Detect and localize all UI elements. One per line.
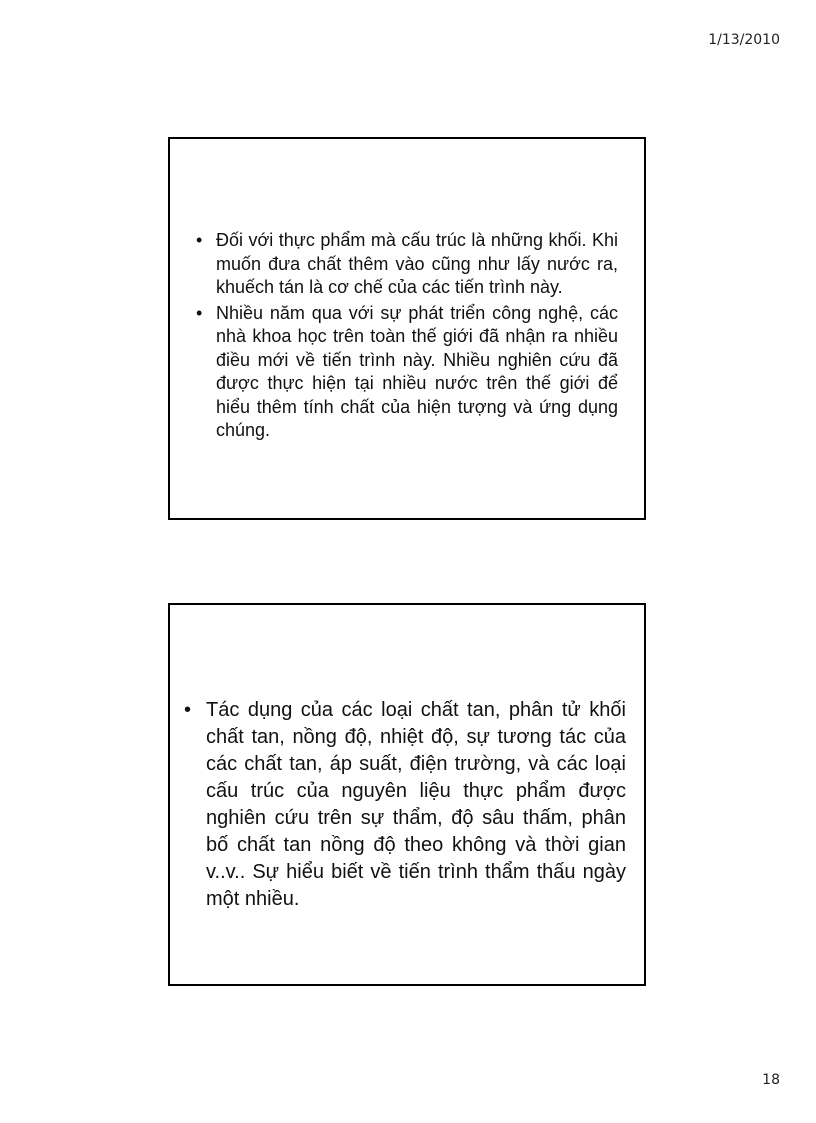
slide-1-bullet-1 <box>196 229 618 300</box>
bullet-text: Đối với thực phẩm mà cấu trúc là những khối. Khi muốn đưa chất thêm vào cũng như lấy nước ra, khuếch tán là cơ chế của các tiến trình này. <box>216 230 618 297</box>
bullet-text: Tác dụng của các loại chất tan, phân tử khối chất tan, nồng độ, nhiệt độ, sự tương tác của các chất tan, áp suất, điện trường, và các loại cấu trúc của nguyên liệu thực phẩm được nghiên cứu trên sự thẩm, độ sâu thấm, phân bố chất tan nồng độ theo không và thời gian v..v.. Sự hiểu biết về tiến trình thẩm thấu ngày một nhiều. <box>206 699 626 910</box>
bullet-icon: • <box>196 302 203 323</box>
slide-1 <box>168 137 646 520</box>
slide-2 <box>168 603 646 986</box>
bullet-icon: • <box>196 230 203 250</box>
slide-2-bullet-list <box>184 697 626 915</box>
slide-1-bullet-2 <box>196 302 618 443</box>
page-date: 1/13/2010 <box>708 32 780 48</box>
slide-1-bullet-list <box>196 229 618 445</box>
bullet-icon: • <box>184 699 192 721</box>
bullet-text: Nhiều năm qua với sự phát triển công nghệ, các nhà khoa học trên toàn thế giới đã nhận ra nhiều điều mới về tiến trình này. Nhiều nghiên cứu đã được thực hiện tại nhiều nước trên thế giới để hiểu thêm tính chất của hiện tượng và ứng dụng chúng. <box>216 302 618 440</box>
slide-2-bullet-1 <box>184 697 626 913</box>
page-number: 18 <box>762 1072 780 1088</box>
